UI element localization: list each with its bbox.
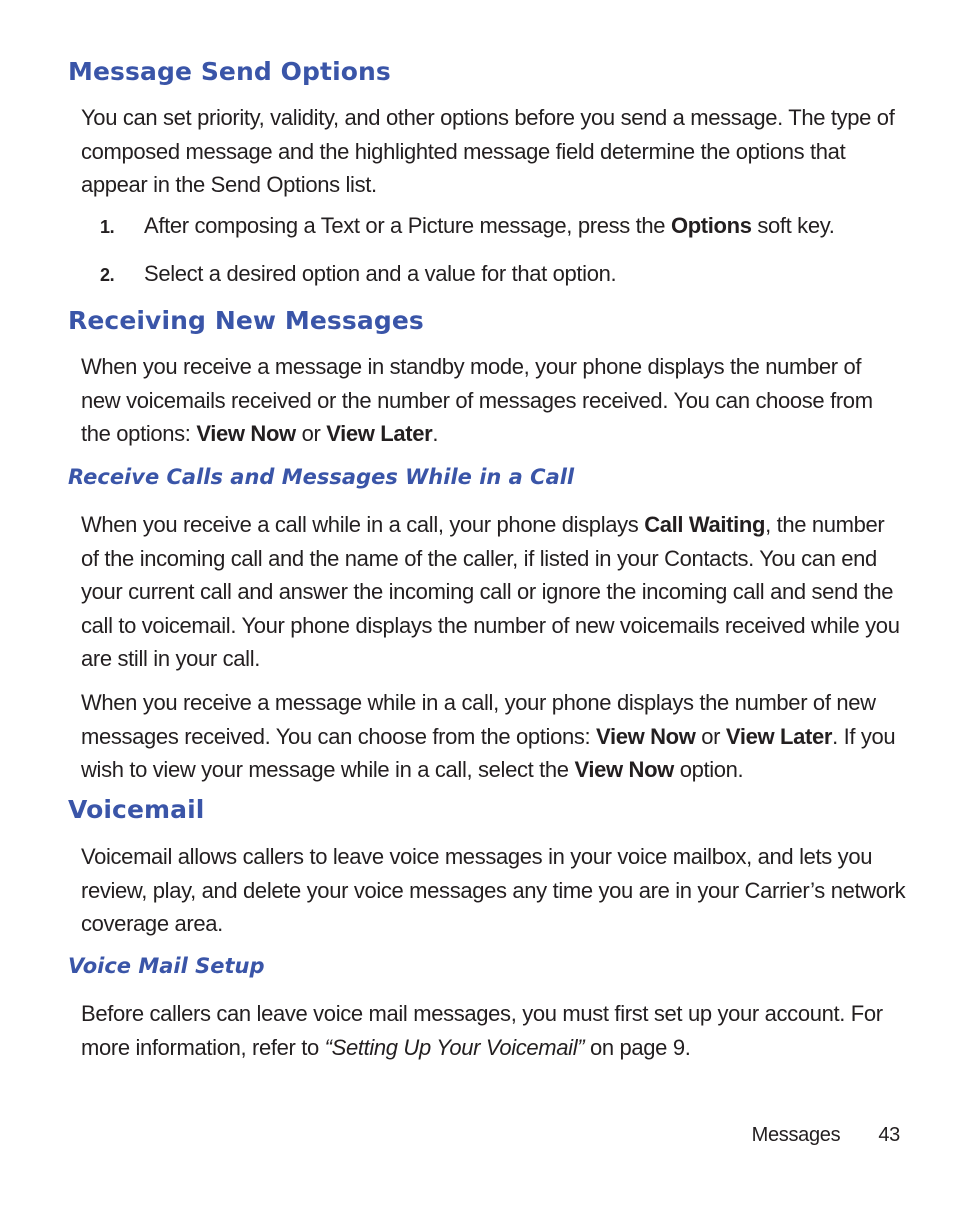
step-1-text-pre: After composing a Text or a Picture message, press the: [144, 213, 671, 238]
in-call-p2-mid: or: [695, 723, 726, 749]
receiving-paragraph: [81, 350, 906, 451]
vm-setup-text-pre: Before callers can leave voice mail messages, you must first set up your account. For more information, refer to: [81, 1001, 883, 1060]
heading-voice-mail-setup: Voice Mail Setup: [68, 954, 265, 978]
in-call-p2-view-later: View Later: [725, 723, 833, 749]
send-options-intro: You can set priority, validity, and other options before you send a message. The type of composed message and the highlighted message field determine the options that appear in the Send Options list.: [81, 105, 895, 197]
step-2: [100, 257, 906, 293]
in-call-paragraph-2: [81, 686, 906, 787]
voicemail-paragraph: Voicemail allows callers to leave voice messages in your voice mailbox, and lets you review, play, and delete your voice messages any time you are in your Carrier’s network coverage area.: [81, 844, 906, 936]
in-call-call-waiting: Call Waiting: [644, 512, 766, 537]
receiving-view-later: View Later: [326, 421, 433, 446]
in-call-p2-mid2: . If you wish to view your message while in a call, select the: [81, 723, 896, 782]
step-1-options-key: Options: [670, 213, 752, 238]
page-footer: [752, 1124, 900, 1147]
in-call-p1-pre: When you receive a call while in a call, your phone displays: [81, 512, 645, 537]
footer-section-name: Messages: [751, 1124, 841, 1146]
vm-setup-cross-reference[interactable]: “Setting Up Your Voicemail”: [324, 1034, 585, 1060]
step-2-number: 2.: [100, 265, 115, 285]
in-call-p1-post: , the number of the incoming call and the name of the caller, if listed in your Contacts. You can end your current call and answer the incoming call or ignore the incoming call and send the call to voicemail. Your phone displays the number of new voicemails received while you are still in your call.: [81, 512, 900, 671]
in-call-p2-end: option.: [673, 757, 744, 782]
in-call-paragraph-1: [81, 508, 906, 676]
in-call-p2-view-now: View Now: [596, 723, 696, 749]
receiving-text-mid: or: [295, 421, 327, 446]
heading-voicemail: Voicemail: [68, 795, 205, 824]
receiving-view-now: View Now: [196, 421, 296, 446]
footer-page-number: 43: [878, 1124, 900, 1146]
receiving-text-end: .: [432, 421, 439, 446]
vm-setup-text-post: on page 9.: [584, 1034, 691, 1060]
heading-receiving-new-messages: Receiving New Messages: [68, 306, 424, 335]
in-call-p2-pre: When you receive a message while in a call, your phone displays the number of new messages received. You can choose from the options:: [81, 690, 876, 749]
step-2-text: Select a desired option and a value for that option.: [144, 261, 617, 286]
step-1: [100, 209, 906, 245]
voice-mail-setup-paragraph: [81, 997, 906, 1064]
step-1-text-post: soft key.: [751, 213, 835, 238]
heading-message-send-options: Message Send Options: [68, 57, 391, 86]
step-1-number: 1.: [100, 217, 115, 237]
in-call-p2-view-now-option: View Now: [574, 757, 674, 782]
receiving-text-pre: When you receive a message in standby mode, your phone displays the number of new voicemails received or the number of messages received. You can choose from the options:: [81, 354, 873, 446]
heading-receive-calls-while-in-call: Receive Calls and Messages While in a Call: [68, 465, 575, 489]
